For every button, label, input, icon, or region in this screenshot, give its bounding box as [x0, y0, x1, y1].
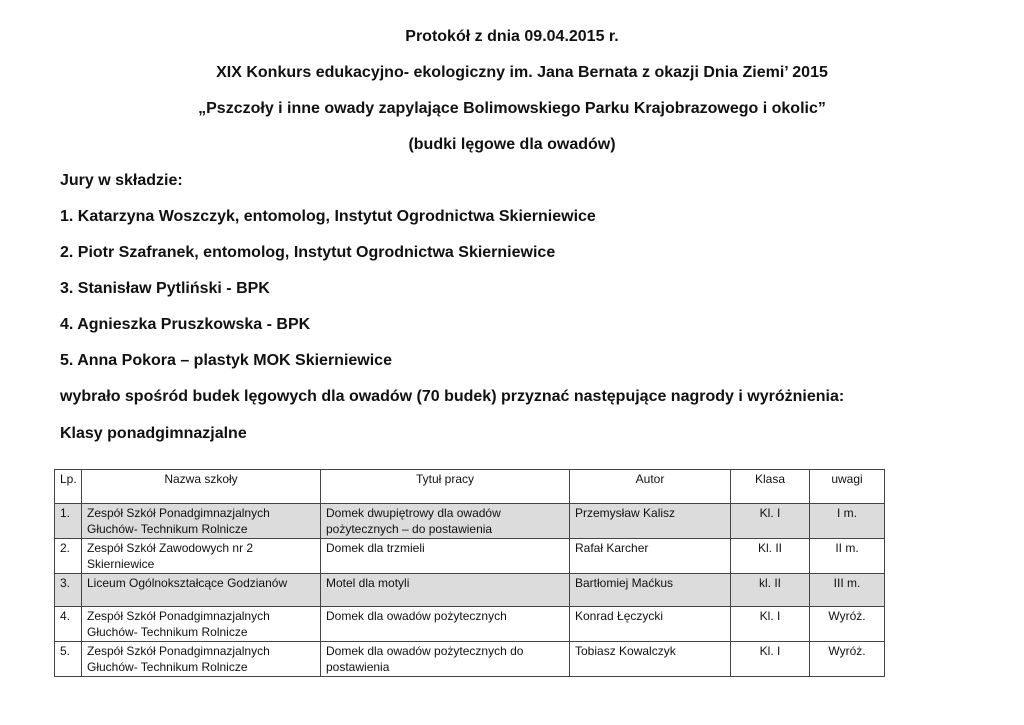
cell-school: Zespół Szkół Ponadgimnazjalnych Głuchów- Technikum Rolnicze [82, 642, 321, 677]
cell-work-title: Motel dla motyli [321, 574, 570, 607]
decision-text: wybrało spośród budek lęgowych dla owadów (70 budek) przyznać następujące nagrody i wyróżnienia: [60, 388, 845, 405]
table-header-row [55, 470, 885, 504]
jury-member: 5. Anna Pokora – plastyk MOK Skierniewice [60, 352, 392, 369]
cell-notes: Wyróż. [810, 642, 885, 677]
cell-class: Kl. II [731, 539, 810, 574]
awards-table [54, 469, 885, 677]
cell-lp: 4. [55, 607, 82, 642]
jury-member: 3. Stanisław Pytliński - BPK [60, 280, 270, 297]
cell-class: Kl. I [731, 504, 810, 539]
table-row [55, 642, 885, 677]
cell-author: Przemysław Kalisz [570, 504, 731, 539]
cell-notes: I m. [810, 504, 885, 539]
table-row [55, 539, 885, 574]
jury-member: 2. Piotr Szafranek, entomolog, Instytut Ogrodnictwa Skierniewice [60, 244, 556, 261]
cell-school: Zespół Szkół Ponadgimnazjalnych Głuchów- Technikum Rolnicze [82, 607, 321, 642]
cell-school: Liceum Ogólnokształcące Godzianów [82, 574, 321, 607]
cell-work-title: Domek dwupiętrowy dla owadów pożytecznych – do postawienia [321, 504, 570, 539]
category-heading: Klasy ponadgimnazjalne [60, 425, 247, 442]
cell-work-title: Domek dla owadów pożytecznych [321, 607, 570, 642]
cell-lp: 1. [55, 504, 82, 539]
table-row [55, 574, 885, 607]
cell-author: Bartłomiej Maćkus [570, 574, 731, 607]
cell-author: Konrad Łęczycki [570, 607, 731, 642]
header-lp: Lp. [55, 470, 82, 504]
cell-school: Zespół Szkół Ponadgimnazjalnych Głuchów- Technikum Rolnicze [82, 504, 321, 539]
contest-theme: „Pszczoły i inne owady zapylające Bolimowskiego Parku Krajobrazowego i okolic” [198, 100, 826, 117]
cell-lp: 3. [55, 574, 82, 607]
cell-author: Rafał Karcher [570, 539, 731, 574]
header-author: Autor [570, 470, 731, 504]
jury-member: 4. Agnieszka Pruszkowska - BPK [60, 316, 311, 333]
contest-title: XIX Konkurs edukacyjno- ekologiczny im. Jana Bernata z okazji Dnia Ziemi’ 2015 [216, 64, 828, 81]
cell-work-title: Domek dla owadów pożytecznych do postawienia [321, 642, 570, 677]
header-class: Klasa [731, 470, 810, 504]
cell-notes: III m. [810, 574, 885, 607]
table-row [55, 607, 885, 642]
jury-member: 1. Katarzyna Woszczyk, entomolog, Instytut Ogrodnictwa Skierniewice [60, 208, 596, 225]
cell-notes: Wyróż. [810, 607, 885, 642]
protocol-title: Protokół z dnia 09.04.2015 r. [405, 28, 619, 45]
header-school: Nazwa szkoły [82, 470, 321, 504]
cell-notes: II m. [810, 539, 885, 574]
cell-lp: 5. [55, 642, 82, 677]
cell-class: Kl. I [731, 642, 810, 677]
table-row [55, 504, 885, 539]
cell-work-title: Domek dla trzmieli [321, 539, 570, 574]
cell-class: kl. II [731, 574, 810, 607]
cell-school: Zespół Szkół Zawodowych nr 2 Skierniewice [82, 539, 321, 574]
cell-lp: 2. [55, 539, 82, 574]
jury-heading: Jury w składzie: [60, 172, 183, 189]
cell-author: Tobiasz Kowalczyk [570, 642, 731, 677]
contest-subtitle: (budki lęgowe dla owadów) [408, 136, 616, 153]
cell-class: Kl. I [731, 607, 810, 642]
header-work-title: Tytuł pracy [321, 470, 570, 504]
header-notes: uwagi [810, 470, 885, 504]
